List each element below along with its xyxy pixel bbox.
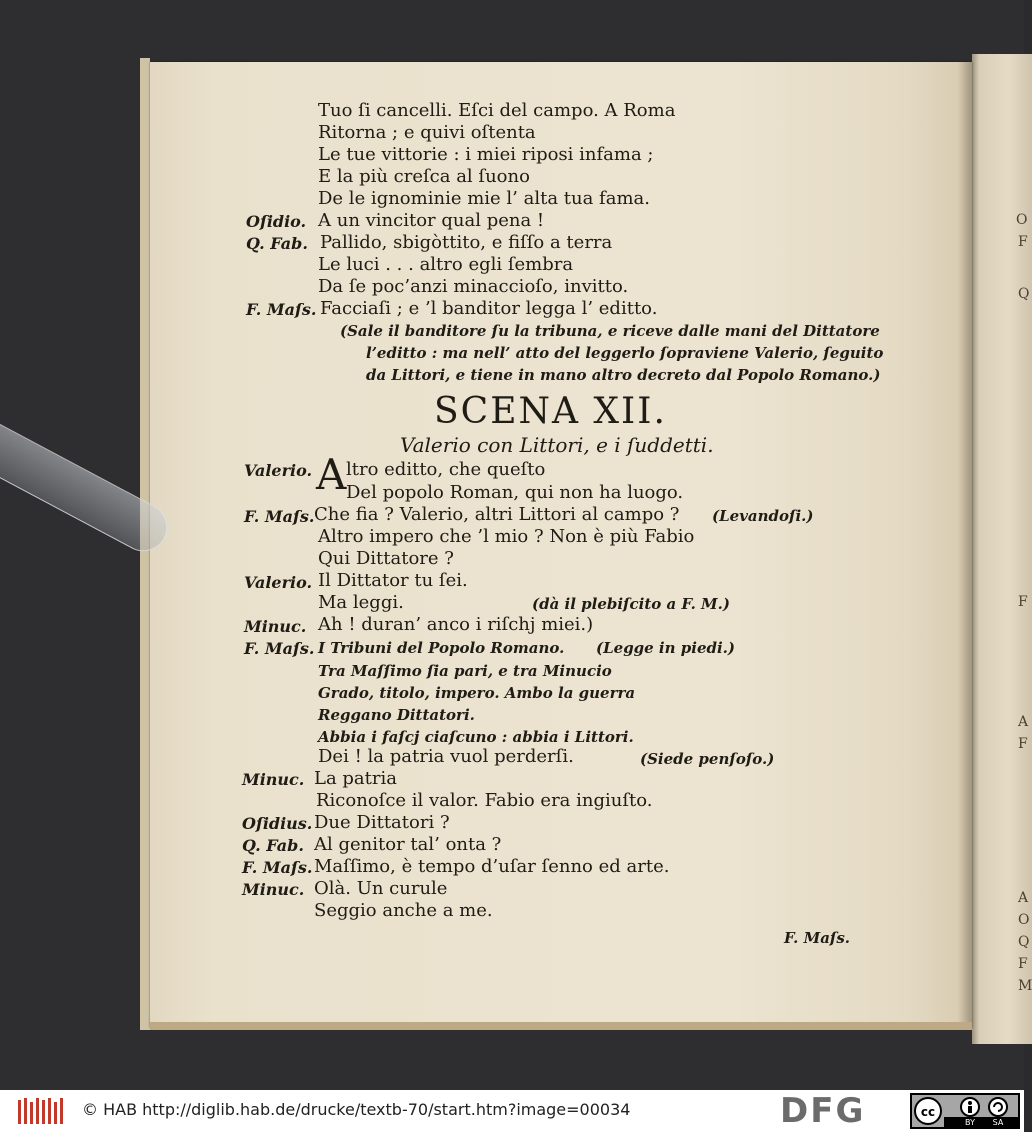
stage-direction: (dà il plebiſcito a F. M.)	[532, 595, 730, 613]
page-bottom-edge	[150, 1022, 972, 1030]
verse-line: Le luci . . . altro egli ſembra	[318, 254, 574, 275]
verse-line: I Tribuni del Popolo Romano.	[318, 639, 565, 657]
verse-line: A un vincitor qual pena !	[318, 210, 545, 231]
verse-line: Che fia ? Valerio, altri Littori al campo ?	[314, 504, 680, 525]
verse-line: Da ſe poc’anzi minaccioſo, invitto.	[318, 276, 629, 297]
verse-line: Al genitor tal’ onta ?	[314, 834, 502, 855]
verse-line: Altro impero che ’l mio ? Non è più Fabio	[318, 526, 695, 547]
svg-text:cc: cc	[920, 1105, 936, 1119]
speaker-label: Minuc.	[242, 880, 305, 899]
stage-direction: (Legge in piedi.)	[596, 639, 735, 657]
svg-text:SA: SA	[992, 1118, 1004, 1127]
scene-subtitle: Valerio con Littori, e i ſuddetti.	[400, 433, 714, 457]
stage-direction: (Levandoſi.)	[712, 507, 814, 525]
verse-line: Maſſimo, è tempo d’uſar ſenno ed arte.	[314, 856, 670, 877]
verse-line: Pallido, sbigòttito, e fiſſo a terra	[320, 232, 613, 253]
verse-line: Qui Dittatore ?	[318, 548, 454, 569]
verse-line: ltro editto, che queſto	[346, 459, 546, 480]
source-citation: © HAB http://diglib.hab.de/drucke/textb-70/start.htm?image=00034	[82, 1100, 631, 1119]
verse-line: De le ignominie mie l’ alta tua fama.	[318, 188, 650, 209]
verse-line: Due Dittatori ?	[314, 812, 450, 833]
verse-line: E la più creſca al ſuono	[318, 166, 530, 187]
stage-direction: l’editto : ma nell’ atto del leggerlo ſopraviene Valerio, ſeguito	[366, 344, 884, 362]
speaker-label: F. Maſs.	[246, 300, 317, 319]
speaker-label: Q. Fab.	[242, 836, 304, 855]
verse-line: Ma leggi.	[318, 592, 404, 613]
speaker-label: Oſidio.	[246, 212, 307, 231]
verse-line: Olà. Un curule	[314, 878, 448, 899]
dfg-logo: DFG	[780, 1091, 866, 1131]
verse-line: Il Dittator tu ſei.	[318, 570, 468, 591]
speaker-label: Oſidius.	[242, 814, 313, 833]
catchword: F. Maſs.	[784, 929, 851, 947]
stage-direction: da Littori, e tiene in mano altro decreto dal Popolo Romano.)	[366, 366, 881, 384]
speaker-label: F. Maſs.	[242, 858, 313, 877]
speaker-label: F. Maſs.	[244, 639, 315, 658]
cc-license-icon	[910, 1093, 1020, 1129]
speaker-label: Q. Fab.	[246, 234, 308, 253]
verse-line: Del popolo Roman, qui non ha luogo.	[346, 482, 684, 503]
verse-line: Abbia i faſcj ciaſcuno : abbia i Littori.	[318, 728, 634, 746]
stage-direction: (Sale il banditore ſu la tribuna, e riceve dalle mani del Dittatore	[340, 322, 880, 340]
verse-line: Ah ! duran’ anco i riſchj miei.)	[318, 614, 594, 635]
verse-line: Grado, titolo, impero. Ambo la guerra	[318, 684, 636, 702]
verse-line: Reggano Dittatori.	[318, 706, 475, 724]
next-page-edge: O F Q F A F A O Q F M	[972, 54, 1032, 1044]
svg-text:BY: BY	[965, 1118, 975, 1127]
verse-line: La patria	[314, 768, 397, 789]
verse-line: Tuo ſi cancelli. Eſci del campo. A Roma	[318, 100, 676, 121]
library-logo-icon	[18, 1096, 66, 1126]
verse-line: Facciaſi ; e ’l banditor legga l’ editto.	[320, 298, 658, 319]
verse-line: Tra Maſſimo ſia pari, e tra Minucio	[318, 662, 612, 680]
speaker-label: Minuc.	[244, 617, 307, 636]
speaker-label: Minuc.	[242, 770, 305, 789]
drop-cap: A	[316, 450, 347, 499]
verse-line: Le tue vittorie : i miei riposi infama ;	[318, 144, 654, 165]
verse-line: Dei ! la patria vuol perderſi.	[318, 746, 574, 767]
speaker-label: F. Maſs.	[244, 507, 315, 526]
stage-direction: (Siede penſoſo.)	[640, 750, 775, 768]
verse-line: Seggio anche a me.	[314, 900, 493, 921]
scene-title: SCENA XII.	[434, 391, 667, 432]
page-gutter	[958, 62, 972, 1028]
speaker-label: Valerio.	[244, 573, 313, 592]
verse-line: Riconoſce il valor. Fabio era ingiuſto.	[316, 790, 653, 811]
verse-line: Ritorna ; e quivi oſtenta	[318, 122, 536, 143]
speaker-label: Valerio.	[244, 461, 313, 480]
